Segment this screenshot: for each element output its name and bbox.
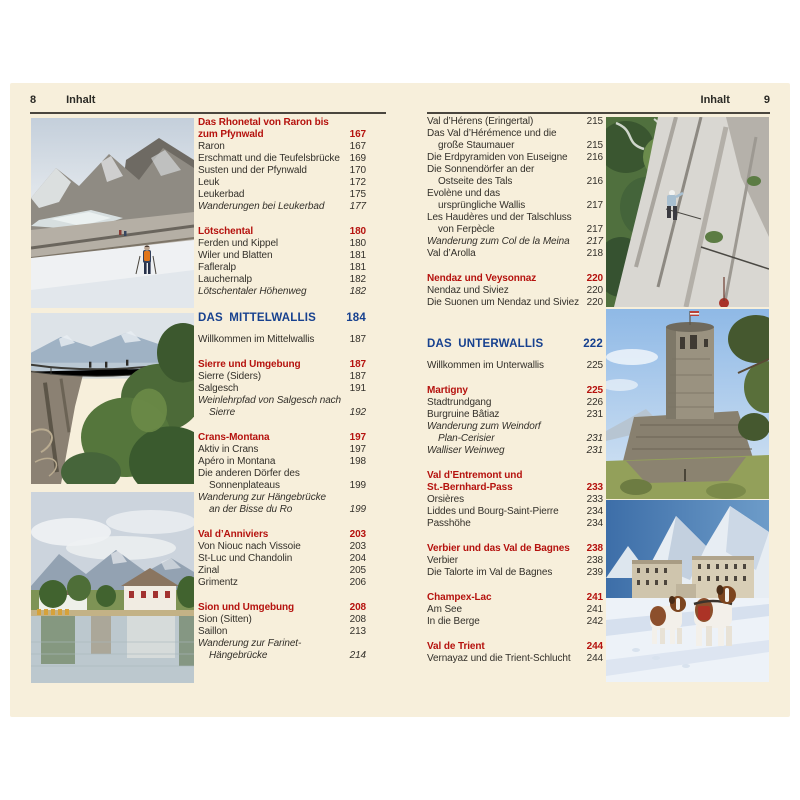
- toc-entry-page-number: 203: [349, 529, 366, 540]
- toc-entry-page-number: 225: [586, 385, 603, 396]
- toc-entry: [198, 165, 366, 177]
- toc-entry-title: Wiler und Blatten: [198, 250, 273, 261]
- toc-entry: [198, 189, 366, 201]
- toc-entry-title: Weinlehrpfad von Salgesch nach Sierre: [198, 395, 342, 418]
- toc-block: [427, 273, 603, 309]
- toc-entry: [427, 543, 603, 555]
- toc-entry-page-number: 216: [586, 176, 603, 187]
- toc-entry-page-number: 238: [586, 555, 603, 566]
- toc-entry: [198, 226, 366, 238]
- right-header-title: Inhalt: [700, 94, 730, 106]
- toc-entry-title: Val d’Hérens (Eringertal): [427, 116, 534, 127]
- toc-entry-page-number: 220: [586, 273, 603, 284]
- toc-entry-title: Wanderungen bei Leukerbad: [198, 201, 325, 212]
- toc-entry-page-number: 169: [349, 153, 366, 164]
- toc-entry-title: Salgesch: [198, 383, 239, 394]
- toc-entry-title: Das Rhonetal von Raron bis zum Pfynwald: [198, 117, 329, 140]
- toc-entry-title: Am See: [427, 604, 462, 615]
- photo-suspension-bridge: [31, 313, 194, 484]
- toc-entry-title: Die Erdpyramiden von Euseigne: [427, 152, 568, 163]
- toc-entry-title: Die Sonnendörfer an der Ostseite des Tals: [427, 164, 535, 187]
- toc-block: [427, 470, 603, 530]
- photo-st-bernard-dogs: [606, 500, 769, 682]
- toc-entry-title: Wanderung zum Weindorf Plan-Cerisier: [427, 421, 541, 444]
- toc-entry-page-number: 213: [349, 626, 366, 637]
- photo-batiaz-tower: [606, 309, 769, 499]
- right-page-header: [701, 94, 770, 106]
- toc-entry-page-number: 244: [586, 653, 603, 664]
- toc-entry-title: Leuk: [198, 177, 220, 188]
- toc-entry-title: Apéro in Montana: [198, 456, 276, 467]
- toc-block: [198, 226, 366, 298]
- toc-block: [427, 385, 603, 457]
- toc-entry-title: Champex-Lac: [427, 592, 492, 603]
- toc-entry-title: Lötschental: [198, 226, 254, 237]
- photo-montana-lakeside: [31, 492, 194, 683]
- toc-entry-title: Fafleralp: [198, 262, 237, 273]
- toc-entry: [198, 614, 366, 626]
- toc-entry: [198, 492, 366, 516]
- toc-entry: [427, 616, 603, 628]
- toc-entry-title: Crans-Montana: [198, 432, 270, 443]
- toc-block: [198, 117, 366, 213]
- toc-entry-page-number: 222: [583, 338, 603, 350]
- toc-entry-title: Val d’Entremont und St.-Bernhard-Pass: [427, 470, 523, 493]
- toc-entry: [198, 153, 366, 165]
- toc-entry-page-number: 215: [586, 116, 603, 127]
- toc-entry: [427, 445, 603, 457]
- toc-entry: [427, 212, 603, 236]
- toc-block: [198, 334, 366, 346]
- toc-entry: [427, 518, 603, 530]
- toc-entry-page-number: 199: [349, 480, 366, 491]
- toc-entry-title: Raron: [198, 141, 225, 152]
- toc-entry-page-number: 182: [349, 274, 366, 285]
- toc-entry-page-number: 220: [586, 297, 603, 308]
- toc-entry-title: Stadtrundgang: [427, 397, 492, 408]
- toc-entry: [198, 141, 366, 153]
- toc-entry-page-number: 184: [346, 312, 366, 324]
- toc-entry-page-number: 242: [586, 616, 603, 627]
- toc-entry: [427, 152, 603, 164]
- toc-entry-page-number: 177: [349, 201, 366, 212]
- toc-entry-title: Erschmatt und die Teufelsbrücke: [198, 153, 340, 164]
- toc-entry-title: Wanderung zur Farinet- Hängebrücke: [198, 638, 302, 661]
- toc-entry-title: Verbier und das Val de Bagnes: [427, 543, 570, 554]
- toc-entry-page-number: 198: [349, 456, 366, 467]
- toc-entry-title: Ferden und Kippel: [198, 238, 279, 249]
- toc-entry-title: Val de Trient: [427, 641, 485, 652]
- toc-entry-title: Sion und Umgebung: [198, 602, 295, 613]
- toc-entry-title: St-Luc und Chandolin: [198, 553, 293, 564]
- toc-entry: [198, 541, 366, 553]
- toc-entry-page-number: 225: [586, 360, 603, 371]
- toc-entry: [427, 297, 603, 309]
- left-header-title: Inhalt: [66, 94, 96, 106]
- toc-entry: [427, 285, 603, 297]
- toc-entry: [427, 188, 603, 212]
- toc-entry: [198, 602, 366, 614]
- toc-entry-title: Das Val d’Hérémence und die große Staumauer: [427, 128, 557, 151]
- toc-entry: [198, 468, 366, 492]
- toc-entry: [427, 653, 603, 665]
- toc-entry-title: Lauchernalp: [198, 274, 252, 285]
- toc-entry-page-number: 175: [349, 189, 366, 200]
- toc-entry-title: Nendaz und Veysonnaz: [427, 273, 537, 284]
- toc-block: [198, 359, 366, 419]
- toc-entry-page-number: 208: [349, 614, 366, 625]
- toc-entry: [427, 641, 603, 653]
- toc-entry-title: Martigny: [427, 385, 468, 396]
- toc-entry-title: Val d’Arolla: [427, 248, 476, 259]
- toc-entry: [427, 360, 603, 372]
- toc-entry-title: Aktiv in Crans: [198, 444, 259, 455]
- toc-entry: [198, 334, 366, 346]
- toc-entry: [198, 577, 366, 589]
- toc-entry: [198, 456, 366, 468]
- photo-climber-rockface: [606, 117, 769, 307]
- toc-entry: [198, 444, 366, 456]
- toc-entry: [198, 395, 366, 419]
- toc-entry: [427, 397, 603, 409]
- toc-entry: [427, 555, 603, 567]
- toc-block: [198, 602, 366, 662]
- toc-block: [198, 432, 366, 516]
- toc-entry-page-number: 182: [349, 286, 366, 297]
- toc-entry-title: Sion (Sitten): [198, 614, 252, 625]
- toc-entry-page-number: 197: [349, 432, 366, 443]
- toc-block: [427, 641, 603, 665]
- right-header-rule: [427, 112, 770, 114]
- toc-entry-title: Susten und der Pfynwald: [198, 165, 307, 176]
- toc-entry-title: DAS MITTELWALLIS: [198, 312, 316, 324]
- toc-entry-title: Die Talorte im Val de Bagnes: [427, 567, 553, 578]
- toc-chapter-block: [198, 312, 366, 325]
- toc-entry-page-number: 241: [586, 604, 603, 615]
- toc-entry-page-number: 239: [586, 567, 603, 578]
- toc-entry: [427, 248, 603, 260]
- toc-entry-title: Verbier: [427, 555, 458, 566]
- toc-entry-page-number: 217: [586, 236, 603, 247]
- toc-entry-page-number: 244: [586, 641, 603, 652]
- toc-entry-page-number: 231: [586, 445, 603, 456]
- toc-block: [427, 360, 603, 372]
- toc-entry-page-number: 172: [349, 177, 366, 188]
- toc-entry: [198, 238, 366, 250]
- toc-entry-title: Les Haudères und der Talschluss von Ferpècle: [427, 212, 572, 235]
- toc-entry-page-number: 203: [349, 541, 366, 552]
- toc-entry: [427, 236, 603, 248]
- toc-entry: [427, 128, 603, 152]
- toc-entry-title: Lötschentaler Höhenweg: [198, 286, 307, 297]
- toc-entry-page-number: 167: [349, 129, 366, 140]
- toc-entry-page-number: 238: [586, 543, 603, 554]
- toc-entry-page-number: 216: [586, 152, 603, 163]
- toc-entry: [427, 604, 603, 616]
- toc-entry-title: Liddes und Bourg-Saint-Pierre: [427, 506, 559, 517]
- toc-entry-title: Wanderung zur Hängebrücke an der Bisse du Ro: [198, 492, 326, 515]
- toc-entry-page-number: 199: [349, 504, 366, 515]
- toc-block: [427, 116, 603, 260]
- toc-entry: [427, 116, 603, 128]
- toc-block: [427, 543, 603, 579]
- left-header-rule: [30, 112, 386, 114]
- toc-entry-title: Sierre (Siders): [198, 371, 261, 382]
- toc-entry: [198, 565, 366, 577]
- toc-entry-title: Die Suonen um Nendaz und Siviez: [427, 297, 579, 308]
- book-spread: [10, 83, 790, 717]
- toc-entry: [198, 626, 366, 638]
- toc-block: [198, 529, 366, 589]
- toc-entry: [427, 506, 603, 518]
- toc-entry-title: Orsières: [427, 494, 464, 505]
- toc-chapter-block: [427, 338, 603, 351]
- toc-entry: [198, 117, 366, 141]
- toc-entry: [198, 312, 366, 325]
- toc-entry-title: Vernayaz und die Trient-Schlucht: [427, 653, 571, 664]
- toc-entry: [427, 470, 603, 494]
- toc-entry-title: Von Niouc nach Vissoie: [198, 541, 301, 552]
- toc-entry: [198, 432, 366, 444]
- toc-entry-title: Die anderen Dörfer des Sonnenplateaus: [198, 468, 300, 491]
- toc-entry: [427, 494, 603, 506]
- toc-entry-title: Willkommen im Mittelwallis: [198, 334, 315, 345]
- toc-entry-page-number: 231: [586, 433, 603, 444]
- toc-entry: [198, 250, 366, 262]
- toc-entry-page-number: 187: [349, 334, 366, 345]
- toc-entry: [198, 529, 366, 541]
- toc-entry-page-number: 167: [349, 141, 366, 152]
- toc-entry-title: Saillon: [198, 626, 228, 637]
- right-toc-column: [427, 116, 603, 665]
- toc-entry-title: Wanderung zum Col de la Meina: [427, 236, 570, 247]
- toc-entry-page-number: 192: [349, 407, 366, 418]
- toc-entry: [198, 359, 366, 371]
- toc-entry-title: Zinal: [198, 565, 220, 576]
- toc-entry-page-number: 217: [586, 224, 603, 235]
- toc-entry-page-number: 234: [586, 518, 603, 529]
- toc-entry: [198, 177, 366, 189]
- toc-entry-title: In die Berge: [427, 616, 480, 627]
- toc-entry-page-number: 233: [586, 482, 603, 493]
- toc-entry: [198, 274, 366, 286]
- toc-entry-title: Willkommen im Unterwallis: [427, 360, 544, 371]
- toc-entry-page-number: 241: [586, 592, 603, 603]
- toc-entry-page-number: 231: [586, 409, 603, 420]
- toc-entry: [427, 273, 603, 285]
- toc-entry-page-number: 197: [349, 444, 366, 455]
- toc-entry-page-number: 226: [586, 397, 603, 408]
- toc-entry-page-number: 181: [349, 250, 366, 261]
- left-page-header: [30, 94, 95, 106]
- toc-entry-page-number: 220: [586, 285, 603, 296]
- toc-entry-title: Sierre und Umgebung: [198, 359, 301, 370]
- right-page-number: 9: [763, 94, 770, 106]
- toc-entry-page-number: 233: [586, 494, 603, 505]
- toc-entry: [198, 262, 366, 274]
- toc-block: [427, 592, 603, 628]
- toc-entry-title: Passhöhe: [427, 518, 471, 529]
- toc-entry: [198, 553, 366, 565]
- toc-entry-page-number: 234: [586, 506, 603, 517]
- toc-entry-page-number: 206: [349, 577, 366, 588]
- toc-entry-title: Nendaz und Siviez: [427, 285, 509, 296]
- toc-entry: [427, 592, 603, 604]
- toc-entry: [198, 383, 366, 395]
- toc-entry-page-number: 214: [349, 650, 366, 661]
- toc-entry: [198, 201, 366, 213]
- toc-entry: [198, 371, 366, 383]
- toc-entry: [427, 164, 603, 188]
- toc-entry-title: Walliser Weinweg: [427, 445, 505, 456]
- toc-entry-title: Leukerbad: [198, 189, 245, 200]
- toc-entry: [198, 638, 366, 662]
- toc-entry: [427, 421, 603, 445]
- toc-entry: [427, 338, 603, 351]
- toc-entry-page-number: 181: [349, 262, 366, 273]
- toc-entry: [427, 385, 603, 397]
- toc-entry-page-number: 204: [349, 553, 366, 564]
- toc-entry-page-number: 187: [349, 371, 366, 382]
- toc-entry-page-number: 170: [349, 165, 366, 176]
- toc-entry-page-number: 187: [349, 359, 366, 370]
- toc-entry-title: DAS UNTERWALLIS: [427, 338, 544, 350]
- toc-entry-page-number: 215: [586, 140, 603, 151]
- toc-entry-page-number: 218: [586, 248, 603, 259]
- toc-entry-page-number: 205: [349, 565, 366, 576]
- toc-entry: [427, 409, 603, 421]
- toc-entry-title: Burgruine Bâtiaz: [427, 409, 500, 420]
- toc-entry-page-number: 208: [349, 602, 366, 613]
- toc-entry-page-number: 191: [349, 383, 366, 394]
- toc-entry-title: Evolène und das ursprüngliche Wallis: [427, 188, 526, 211]
- left-toc-column: [198, 117, 366, 662]
- toc-entry-page-number: 217: [586, 200, 603, 211]
- toc-entry: [427, 567, 603, 579]
- toc-entry-title: Grimentz: [198, 577, 238, 588]
- toc-entry-page-number: 180: [349, 226, 366, 237]
- toc-entry: [198, 286, 366, 298]
- toc-entry-page-number: 180: [349, 238, 366, 249]
- toc-entry-title: Val d’Anniviers: [198, 529, 269, 540]
- photo-hiker-snow-lake: [31, 118, 194, 308]
- left-page-number: 8: [30, 94, 37, 106]
